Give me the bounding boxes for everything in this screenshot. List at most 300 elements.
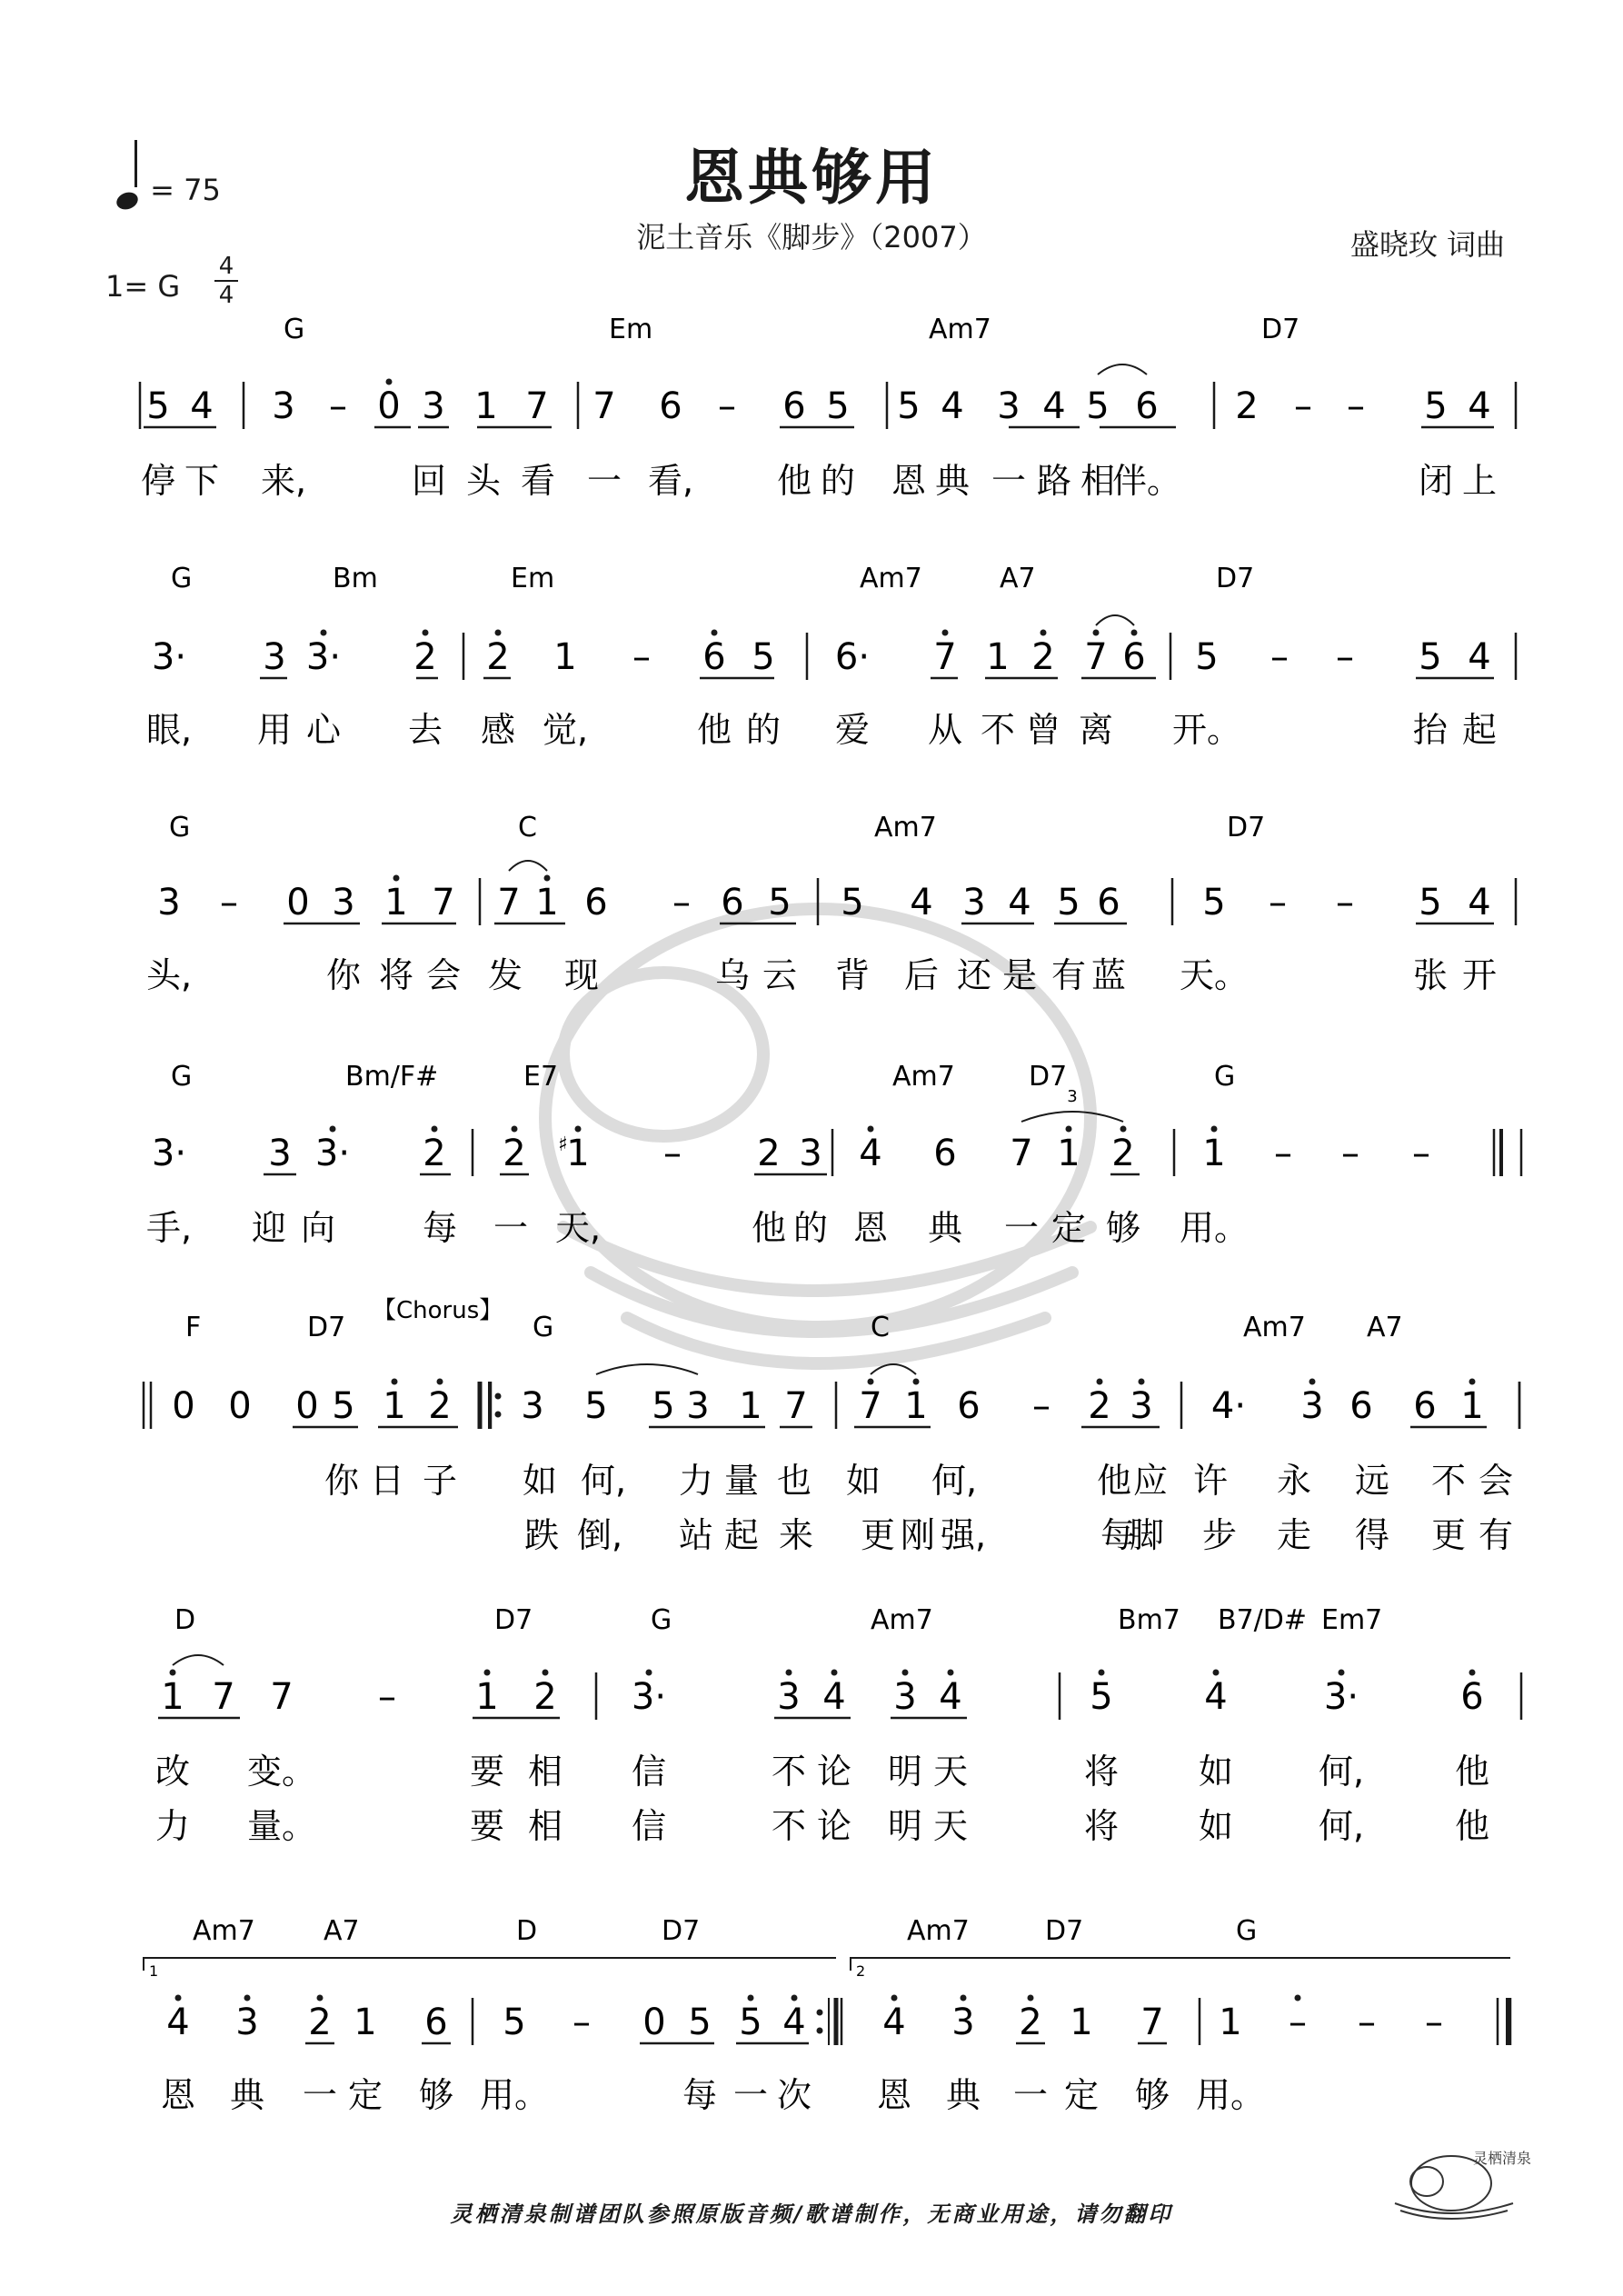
note: 4 [782, 2002, 806, 2043]
note: 7 [525, 385, 549, 427]
note: 2 [533, 1676, 557, 1718]
note: 0 [172, 1385, 195, 1427]
octave-dot [1339, 1670, 1345, 1676]
note: 3 [268, 1133, 292, 1174]
lyric-syllable: 恩 [160, 2075, 196, 2115]
note: 6 [1122, 636, 1146, 678]
chord-symbol: D7 [1216, 563, 1255, 594]
lyric-syllable-verse2: 要 [469, 1806, 505, 1846]
tie-slur [509, 861, 547, 871]
lyric-syllable: 闭 [1418, 461, 1454, 501]
note: 3 [1130, 1385, 1153, 1427]
note-extension: – [632, 636, 651, 678]
note: 3 [951, 2002, 975, 2043]
note: 1 [904, 1385, 928, 1427]
footer-disclaimer: 灵栖清泉制谱团队参照原版音频/歌谱制作，无商业用途，请勿翻印 [450, 2201, 1173, 2227]
lyric-syllable: 信 [631, 1752, 667, 1792]
note-extension: – [718, 385, 736, 427]
octave-dot [942, 630, 949, 636]
note: 3· [305, 636, 342, 678]
note: 2 [308, 2002, 332, 2043]
note-extension: – [1270, 636, 1289, 678]
note: 7 [933, 636, 957, 678]
lyric-syllable: 天。 [1179, 955, 1250, 995]
lyric-syllable: 典 [927, 1208, 963, 1248]
chord-symbol: D [516, 1915, 538, 1947]
lyric-syllable: 的 [820, 461, 856, 501]
note: 2 [1031, 636, 1055, 678]
lyric-syllable-verse2: 将 [1083, 1806, 1120, 1846]
note: 1 [1070, 2002, 1093, 2043]
lyric-syllable: 定 [1063, 2075, 1100, 2115]
lyric-syllable: 许 [1192, 1461, 1229, 1501]
note: 5 [332, 1385, 355, 1427]
lyric-syllable: 是 [1001, 955, 1038, 995]
note-extension: – [1336, 636, 1354, 678]
note: 6 [1460, 1676, 1484, 1718]
lyric-syllable: 一 [1012, 2075, 1049, 2115]
lyric-syllable: 用。 [1195, 2075, 1266, 2115]
lyric-syllable: 力 [678, 1461, 714, 1501]
lyric-syllable: 的 [745, 710, 782, 750]
chord-symbol: Bm [333, 563, 378, 594]
note: 4 [1204, 1676, 1228, 1718]
tie-slur [173, 1655, 224, 1665]
repeat-dot [817, 2028, 823, 2034]
lyric-syllable: 眼, [145, 710, 193, 750]
lyric-syllable: 典 [934, 461, 971, 501]
note-extension: – [1289, 2002, 1307, 2043]
octave-dot [330, 1126, 336, 1133]
note-extension: – [329, 385, 347, 427]
chord-symbol: A7 [1000, 563, 1036, 594]
octave-dot [484, 1670, 491, 1676]
lyric-syllable-verse2: 倒, [576, 1515, 623, 1555]
note: 3· [314, 1133, 351, 1174]
tie-slur [871, 1364, 916, 1374]
lyric-syllable-verse2: 起 [723, 1515, 760, 1555]
note: 1 [553, 636, 577, 678]
lyric-syllable: 定 [347, 2075, 383, 2115]
lyric-syllable: 子 [422, 1461, 458, 1501]
lyric-syllable: 够 [1105, 1208, 1141, 1248]
octave-dot [244, 1995, 251, 2002]
chord-symbol: D7 [307, 1312, 346, 1343]
octave-dot [1469, 1379, 1476, 1385]
note: 7 [1084, 636, 1108, 678]
lyric-syllable: 远 [1354, 1461, 1390, 1501]
lyric-syllable: 还 [956, 955, 992, 995]
lyric-syllable-verse2: 走 [1276, 1515, 1312, 1555]
octave-dot [321, 630, 327, 636]
chord-symbol: E7 [523, 1061, 559, 1093]
chord-symbol: G [1214, 1061, 1236, 1093]
lyric-syllable: 变。 [246, 1752, 317, 1792]
lyric-syllable-verse2: 刚 [900, 1515, 936, 1555]
note: 3· [1323, 1676, 1359, 1718]
note-extension: – [220, 882, 238, 923]
note: 1 [353, 2002, 377, 2043]
note: 2 [1111, 1133, 1135, 1174]
lyric-syllable-verse2: 明 [887, 1806, 923, 1846]
chord-symbol: G [533, 1312, 554, 1343]
lyric-syllable: 云 [762, 955, 798, 995]
chord-symbol: Bm/F# [345, 1061, 439, 1093]
note: 0 [228, 1385, 252, 1427]
chord-symbol: D7 [1227, 812, 1266, 844]
note: 0 [377, 385, 401, 427]
note-extension: – [1294, 385, 1312, 427]
note: 7 [270, 1676, 294, 1718]
chord-symbol: Bm7 [1118, 1604, 1180, 1636]
note: 2 [1019, 2002, 1042, 2043]
author-credit: 盛晓玫 词曲 [1349, 227, 1505, 262]
lyric-syllable: 他 [751, 1208, 787, 1248]
chord-symbol: G [171, 563, 193, 594]
octave-dot [1028, 1995, 1034, 2002]
lyric-syllable: 何, [1318, 1752, 1365, 1792]
lyric-syllable: 不 [980, 710, 1016, 750]
chord-symbol: Em [609, 314, 653, 345]
note: 5 [826, 385, 850, 427]
note: 6 [1349, 1385, 1373, 1427]
lyric-syllable-verse2: 力 [154, 1806, 191, 1846]
lyric-syllable-verse2: 更 [860, 1515, 896, 1555]
note: 5 [739, 2002, 762, 2043]
lyric-syllable: 将 [1083, 1752, 1120, 1792]
octave-dot [1093, 630, 1100, 636]
note: 7 [497, 882, 521, 923]
lyric-syllable: 抬 [1412, 710, 1449, 750]
lyric-syllable-verse2: 如 [1198, 1806, 1234, 1846]
volta-number: 2 [856, 1962, 866, 1980]
lyric-syllable: 手, [145, 1208, 193, 1248]
note: 0 [642, 2002, 666, 2043]
note: 5 [897, 385, 921, 427]
note: 4 [1008, 882, 1031, 923]
note: 6 [1413, 1385, 1437, 1427]
lyric-syllable: 爱 [834, 710, 871, 750]
lyric-syllable: 一 [732, 2075, 769, 2115]
note: 6 [933, 1133, 957, 1174]
chord-symbol: Am7 [874, 812, 937, 844]
octave-dot [948, 1670, 954, 1676]
note: 3 [997, 385, 1021, 427]
tie-slur [1096, 615, 1134, 625]
lyric-syllable: 路 [1036, 461, 1072, 501]
note: 3· [151, 636, 187, 678]
octave-dot [392, 1379, 398, 1385]
note: 5 [1419, 636, 1442, 678]
note: 1 [535, 882, 559, 923]
note: 6 [1097, 882, 1120, 923]
lyric-syllable: 背 [834, 955, 871, 995]
note: 5 [752, 636, 775, 678]
lyric-syllable: 上 [1461, 461, 1498, 501]
note: 2 [413, 636, 437, 678]
volta-number: 1 [149, 1962, 159, 1980]
note-extension: – [672, 882, 691, 923]
repeat-dot [495, 1412, 502, 1418]
song-title: 恩典够用 [684, 143, 939, 213]
octave-dot [792, 1995, 798, 2002]
note: 5 [1202, 882, 1226, 923]
lyric-syllable: 恩 [891, 461, 927, 501]
chord-symbol: Am7 [193, 1915, 255, 1947]
lyric-syllable: 不 [771, 1752, 807, 1792]
logo-text: 灵栖清泉 [1473, 2150, 1532, 2167]
lyric-syllable: 有 [1050, 955, 1087, 995]
lyric-syllable-verse2: 更 [1430, 1515, 1467, 1555]
note: 3 [332, 882, 355, 923]
note: 6 [659, 385, 682, 427]
note: 1 [383, 1385, 406, 1427]
lyric-syllable: 一 [991, 461, 1027, 501]
octave-dot [1139, 1379, 1145, 1385]
chord-symbol: D7 [1045, 1915, 1084, 1947]
note: 3 [235, 2002, 259, 2043]
lyric-syllable-verse2: 脚 [1129, 1515, 1165, 1555]
time-signature-top: 4 [218, 253, 234, 280]
note: 6 [702, 636, 726, 678]
lyric-syllable: 用。 [479, 2075, 550, 2115]
note: 6 [957, 1385, 981, 1427]
lyric-syllable-verse2: 有 [1478, 1515, 1514, 1555]
note: 5 [1086, 385, 1110, 427]
octave-dot [1309, 1379, 1316, 1385]
chord-symbol: D7 [1261, 314, 1300, 345]
note: 3 [686, 1385, 710, 1427]
triplet-mark: 3 [1067, 1087, 1078, 1106]
lyric-syllable: 心 [305, 710, 342, 750]
lyric-syllable-verse2: 信 [631, 1806, 667, 1846]
lyric-syllable: 永 [1276, 1461, 1312, 1501]
lyric-syllable: 明 [887, 1752, 923, 1792]
lyric-syllable-verse2: 相 [527, 1806, 563, 1846]
chord-symbol: D [174, 1604, 196, 1636]
note: 0 [286, 882, 310, 923]
lyric-syllable: 他 [696, 710, 732, 750]
note: 3 [1300, 1385, 1324, 1427]
note: 2 [1235, 385, 1259, 427]
note: 4 [1468, 636, 1491, 678]
lyric-syllable: 一 [1003, 1208, 1040, 1248]
note: 7 [212, 1676, 235, 1718]
lyric-syllable: 起 [1461, 710, 1498, 750]
chord-symbol: Em7 [1321, 1604, 1383, 1636]
note-extension: – [573, 2002, 591, 2043]
lyric-syllable-verse2: 每 [1100, 1515, 1136, 1555]
octave-dot [495, 630, 502, 636]
note: 2 [1088, 1385, 1111, 1427]
octave-dot [175, 1995, 182, 2002]
note: 5 [688, 2002, 712, 2043]
note: 5 [768, 882, 792, 923]
chord-symbol: Am7 [1243, 1312, 1306, 1343]
octave-dot [575, 1126, 582, 1133]
lyric-syllable: 一 [493, 1208, 529, 1248]
octave-dot [712, 630, 718, 636]
lyric-syllable: 相 [527, 1752, 563, 1792]
chord-symbol: G [171, 1061, 193, 1093]
lyric-syllable: 从 [927, 710, 963, 750]
lyric-syllable: 迎 [251, 1208, 287, 1248]
note: 3 [263, 636, 286, 678]
lyric-syllable: 如 [1198, 1752, 1234, 1792]
octave-dot [393, 875, 400, 882]
note: 1 [1057, 1133, 1080, 1174]
note: 0 [295, 1385, 319, 1427]
album-subtitle: 泥土音乐《脚步》（2007） [636, 220, 987, 255]
chord-symbol: F [185, 1312, 202, 1343]
note: 6 [1135, 385, 1159, 427]
lyric-syllable: 伴。 [1111, 461, 1182, 501]
chord-symbol: Am7 [871, 1604, 933, 1636]
note: 6 [721, 882, 744, 923]
lyric-syllable: 一 [302, 2075, 338, 2115]
chord-symbol: C [518, 812, 537, 844]
lyric-syllable: 够 [1134, 2075, 1170, 2115]
note: 5 [146, 385, 170, 427]
note: 5 [841, 882, 864, 923]
note: 2 [486, 636, 510, 678]
lyric-syllable: 感 [480, 710, 516, 750]
note: 7 [859, 1385, 882, 1427]
note: 3 [521, 1385, 544, 1427]
lyric-syllable: 你 [324, 1461, 360, 1501]
lyric-syllable: 何, [580, 1461, 627, 1501]
octave-dot [1120, 1126, 1127, 1133]
note: 1 [1202, 1133, 1226, 1174]
note-extension: – [1347, 385, 1365, 427]
volta-bracket [144, 1958, 836, 1971]
chord-symbol: Am7 [907, 1915, 970, 1947]
lyric-syllable: 头, [145, 955, 193, 995]
lyric-syllable: 去 [407, 710, 443, 750]
octave-dot [1213, 1670, 1220, 1676]
octave-dot [1066, 1126, 1072, 1133]
lyric-syllable-verse2: 跌 [523, 1515, 560, 1555]
note: 1 [1460, 1385, 1484, 1427]
octave-dot [1295, 1995, 1301, 2002]
tempo-value: = 75 [150, 173, 221, 207]
note: 1 [986, 636, 1010, 678]
lyric-syllable: 够 [418, 2075, 454, 2115]
lyric-syllable: 每 [682, 2075, 718, 2115]
note: 6 [782, 385, 806, 427]
lyric-syllable: 一 [586, 461, 622, 501]
note: 3 [962, 882, 986, 923]
lyric-syllable: 何, [931, 1461, 978, 1501]
note: 5 [584, 1385, 608, 1427]
note: 7 [784, 1385, 808, 1427]
note-extension: – [663, 1133, 682, 1174]
lyric-syllable: 用 [256, 710, 293, 750]
note: 5 [1057, 882, 1080, 923]
lyric-syllable: 乌 [714, 955, 751, 995]
lyric-syllable: 要 [469, 1752, 505, 1792]
chord-symbol: D7 [494, 1604, 533, 1636]
note: 3 [893, 1676, 917, 1718]
octave-dot [786, 1670, 792, 1676]
lyric-syllable-verse2: 论 [816, 1806, 852, 1846]
lyric-syllable-verse2: 量。 [246, 1806, 317, 1846]
octave-dot [432, 1126, 438, 1133]
note: 7 [432, 882, 455, 923]
note: 4 [822, 1676, 846, 1718]
octave-dot [170, 1670, 176, 1676]
note-extension: – [378, 1676, 396, 1718]
note: 4 [882, 2002, 906, 2043]
note-extension: – [1341, 1133, 1359, 1174]
octave-dot [913, 1379, 920, 1385]
note: 6· [834, 636, 871, 678]
lyric-syllable: 也 [776, 1461, 812, 1501]
note-extension: – [1425, 2002, 1443, 2043]
lyric-syllable-verse2: 他 [1454, 1806, 1490, 1846]
lyric-syllable: 开。 [1171, 710, 1242, 750]
note: 3· [631, 1676, 667, 1718]
note: 7 [1140, 2002, 1164, 2043]
lyric-syllable-verse2: 来 [778, 1515, 814, 1555]
chord-symbol: D7 [662, 1915, 701, 1947]
lyric-syllable: 张 [1412, 955, 1449, 995]
chord-symbol: G [651, 1604, 672, 1636]
note: 4 [190, 385, 214, 427]
note: 4 [1468, 385, 1491, 427]
octave-dot [1211, 1126, 1218, 1133]
lyric-syllable-verse2: 不 [771, 1806, 807, 1846]
note: 5 [1090, 1676, 1113, 1718]
lyric-syllable: 天 [932, 1752, 969, 1792]
repeat-dot [817, 2010, 823, 2016]
repeat-dot [495, 1393, 502, 1400]
volta-bracket [851, 1958, 1510, 1971]
octave-dot [543, 1670, 549, 1676]
note: 4 [1042, 385, 1066, 427]
lyric-syllable: 蓝 [1090, 955, 1127, 995]
note: 7 [1010, 1133, 1033, 1174]
chorus-marker: 【Chorus】 [373, 1297, 503, 1324]
lyric-syllable: 日 [369, 1461, 405, 1501]
lyric-syllable: 觉, [542, 710, 589, 750]
lyric-syllable: 如 [522, 1461, 558, 1501]
lyric-syllable: 发 [487, 955, 523, 995]
note: 4· [1210, 1385, 1247, 1427]
note-extension: – [1274, 1133, 1292, 1174]
note: 2 [428, 1385, 452, 1427]
lyric-syllable: 典 [945, 2075, 981, 2115]
lyric-syllable: 离 [1078, 710, 1114, 750]
lyric-syllable: 来, [260, 461, 307, 501]
lyric-syllable: 论 [816, 1752, 852, 1792]
lyric-syllable: 恩 [852, 1208, 889, 1248]
lyric-syllable: 下 [184, 461, 220, 501]
octave-dot [891, 1995, 898, 2002]
octave-dot [961, 1995, 967, 2002]
octave-dot [1041, 630, 1047, 636]
lyric-syllable-verse2: 强, [940, 1515, 987, 1555]
note: 6 [584, 882, 608, 923]
sharp-accidental: ♯ [558, 1133, 568, 1156]
note-extension: – [1358, 2002, 1376, 2043]
chord-symbol: D7 [1029, 1061, 1068, 1093]
octave-dot [544, 875, 551, 882]
note-extension: – [1269, 882, 1287, 923]
octave-dot [868, 1379, 874, 1385]
chord-symbol: Em [511, 563, 555, 594]
lyric-syllable: 定 [1050, 1208, 1087, 1248]
